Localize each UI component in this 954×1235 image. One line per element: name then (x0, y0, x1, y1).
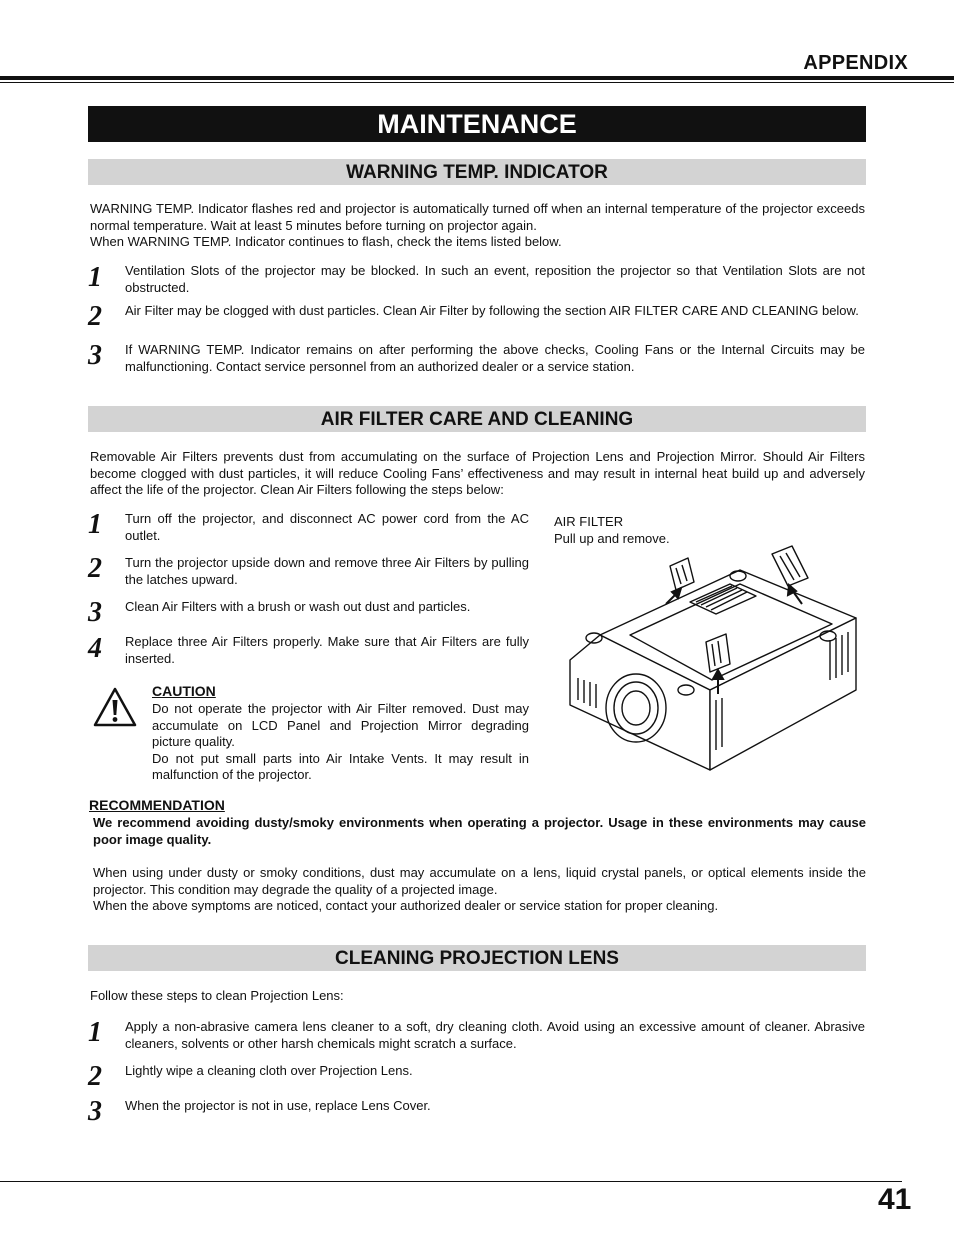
caution-text (152, 701, 529, 784)
section-label: APPENDIX (803, 52, 908, 74)
warning-intro-line: WARNING TEMP. Indicator flashes red and projector is automatically turned off when an internal temperature of the projector exceeds normal temperature. Wait at least 5 minutes before turning on projector again. (90, 201, 865, 233)
page-title: MAINTENANCE (88, 106, 866, 142)
header-rule (0, 76, 954, 80)
airfilter-step-text: Turn the projector upside down and remove three Air Filters by pulling the latches upward. (125, 555, 529, 587)
warning-step-number: 3 (88, 340, 102, 371)
warning-step-text: Air Filter may be clogged with dust particles. Clean Air Filter by following the section AIR FILTER CARE AND CLEANING below. (125, 303, 859, 318)
airfilter-step-number: 2 (88, 553, 102, 584)
warning-step-text: If WARNING TEMP. Indicator remains on after performing the above checks, Cooling Fans or the Internal Circuits may be malfunctioning. Contact service personnel from an authorized dealer or a service station. (125, 342, 865, 374)
airfilter-step-number: 4 (88, 633, 102, 664)
warning-step-text: Ventilation Slots of the projector may be blocked. In such an event, reposition the projector so that Ventilation Slots are not obstructed. (125, 263, 865, 295)
lens-step-text: Apply a non-abrasive camera lens cleaner to a soft, dry cleaning cloth. Avoid using an excessive amount of cleaner. Abrasive cleaners, solvents or other harsh chemicals might scratch a surface. (125, 1019, 865, 1051)
caution-line: Do not operate the projector with Air Filter removed. Dust may accumulate on LCD Panel and Projection Mirror degrading picture quality. (152, 701, 529, 749)
lens-heading: CLEANING PROJECTION LENS (88, 945, 866, 971)
airfilter-step-number: 3 (88, 597, 102, 628)
figure-label-instruction: Pull up and remove. (554, 530, 670, 546)
warning-triangle-icon (92, 686, 138, 728)
caution-title: CAUTION (152, 683, 216, 699)
airfilter-step-text: Replace three Air Filters properly. Make sure that Air Filters are fully inserted. (125, 634, 529, 666)
warning-step-number: 1 (88, 262, 102, 293)
airfilter-intro: Removable Air Filters prevents dust from accumulating on the surface of Projection Lens and Projection Mirror. Should Air Filters become clogged with dust particles, it will reduce Cooling Fans’ effectiveness and may result in internal heat build up and adversely affect the life of the projector. Clean Air Filters following the steps below: (90, 449, 865, 497)
warning-heading: WARNING TEMP. INDICATOR (88, 159, 866, 185)
warning-intro-line: When WARNING TEMP. Indicator continues to flash, check the items listed below. (90, 234, 562, 249)
projector-illustration (560, 540, 866, 776)
page-number: 41 (878, 1183, 912, 1216)
airfilter-step-number: 1 (88, 509, 102, 540)
recommendation-line: When the above symptoms are noticed, contact your authorized dealer or service station for proper cleaning. (93, 898, 719, 913)
recommendation-title: RECOMMENDATION (89, 797, 225, 813)
recommendation-line: When using under dusty or smoky conditions, dust may accumulate on a lens, liquid crystal panels, or optical elements inside the projector. This condition may degrade the quality of a projected image. (93, 865, 866, 897)
lens-step-number: 2 (88, 1061, 102, 1092)
figure-label-title: AIR FILTER (554, 514, 624, 529)
airfilter-heading: AIR FILTER CARE AND CLEANING (88, 406, 866, 432)
lens-step-number: 3 (88, 1096, 102, 1127)
header-rule-thin (0, 82, 954, 83)
footer-rule (0, 1181, 902, 1182)
lens-step-text: Lightly wipe a cleaning cloth over Projection Lens. (125, 1063, 413, 1078)
lens-step-text: When the projector is not in use, replace Lens Cover. (125, 1098, 431, 1113)
airfilter-step-text: Clean Air Filters with a brush or wash out dust and particles. (125, 599, 471, 614)
lens-intro: Follow these steps to clean Projection Lens: (90, 988, 344, 1003)
caution-line: Do not put small parts into Air Intake Vents. It may result in malfunction of the projector. (152, 750, 529, 782)
lens-step-number: 1 (88, 1017, 102, 1048)
airfilter-step-text: Turn off the projector, and disconnect AC power cord from the AC outlet. (125, 511, 529, 543)
warning-intro (90, 201, 865, 251)
warning-step-number: 2 (88, 301, 102, 332)
recommendation-bold: We recommend avoiding dusty/smoky environments when operating a projector. Usage in these environments may cause poor image quality. (93, 815, 866, 847)
recommendation-text (93, 865, 866, 915)
